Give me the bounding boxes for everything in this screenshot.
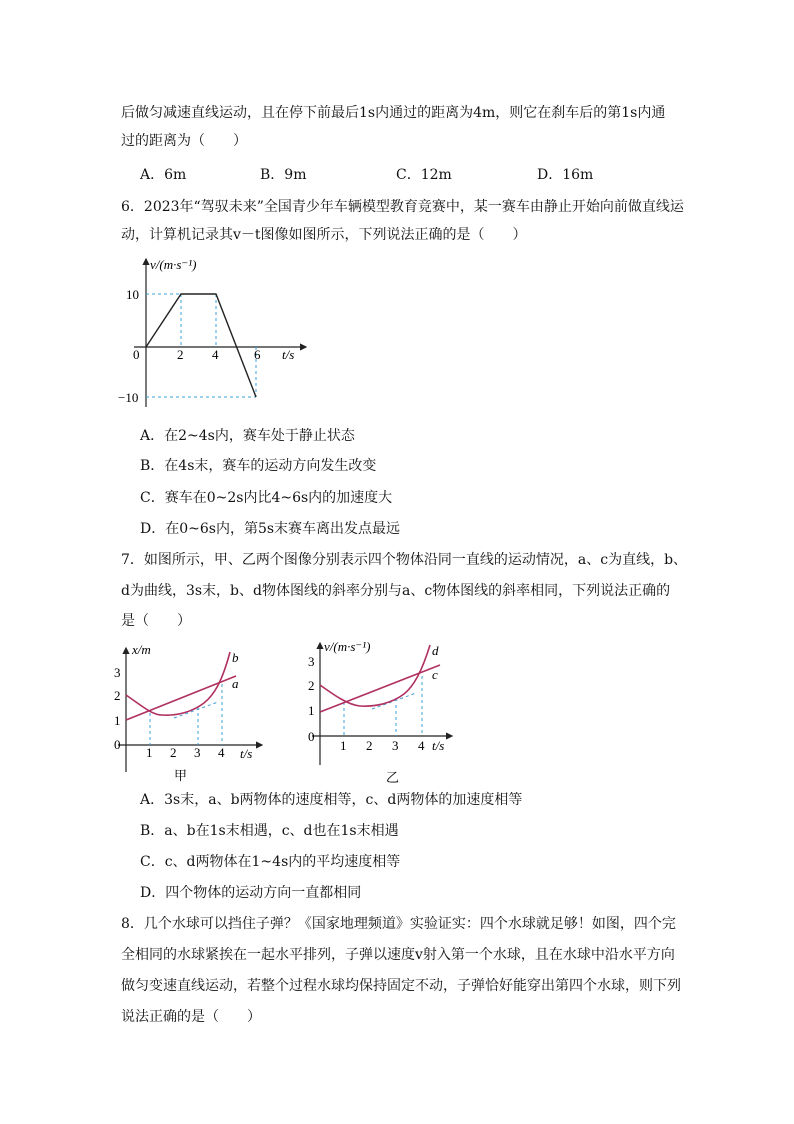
tick-x4: 4 (218, 745, 225, 760)
q6-option-c: C．赛车在0~2s内比4~6s内的加速度大 (140, 490, 393, 506)
tick-x2: 2 (170, 745, 177, 760)
tick-label-x6: 6 (254, 347, 261, 362)
curve-b-label: b (232, 650, 239, 665)
q6-vt-chart (120, 255, 320, 415)
x-axis-label: t/s (432, 738, 445, 753)
q7-option-a: A．3s末，a、b两物体的速度相等，c、d两物体的加速度相等 (140, 792, 523, 808)
q8-line4: 说法正确的是（ ） (121, 1009, 261, 1025)
q5-option-c: C．12m (396, 167, 452, 183)
tick-x4: 4 (418, 738, 425, 753)
tick-y3: 3 (308, 654, 315, 669)
q7-line1: 7．如图所示，甲、乙两个图像分别表示四个物体沿同一直线的运动情况，a、c为直线，b、 (121, 552, 688, 568)
q6-line2: 动，计算机记录其v－t图像如图所示，下列说法正确的是（ ） (121, 227, 527, 243)
tick-label-yneg10: −10 (118, 390, 139, 405)
q5-option-a: A．6m (140, 167, 187, 183)
tick-origin: 0 (114, 737, 121, 752)
q5-line1: 后做匀减速直线运动，且在停下前最后1s内通过的距离为4m，则它在刹车后的第1s内通 (121, 105, 666, 121)
curve-b (126, 652, 230, 715)
tick-x2: 2 (366, 738, 373, 753)
q7-line2: d为曲线，3s末，b、d物体图线的斜率分别与a、c物体图线的斜率相同，下列说法正确的 (121, 583, 671, 599)
x-axis-label: t/s (282, 347, 295, 362)
tick-label-y10: 10 (126, 287, 139, 302)
q7-chart-yi (302, 635, 462, 785)
q5-option-d: D．16m (537, 167, 594, 183)
q7-option-b: B．a、b在1s末相遇，c、d也在1s末相遇 (140, 823, 399, 839)
curve-d-label: d (432, 643, 439, 658)
q6-option-b: B．在4s末，赛车的运动方向发生改变 (140, 458, 377, 474)
caption-yi: 乙 (386, 770, 400, 785)
tick-x1: 1 (146, 745, 153, 760)
q7-option-c: C．c、d两物体在1~4s内的平均速度相等 (140, 854, 401, 870)
line-c-label: c (432, 667, 438, 682)
tick-origin: 0 (308, 729, 315, 744)
q7-line3: 是（ ） (121, 613, 191, 629)
y-axis-label: x/m (132, 642, 151, 657)
vt-line (146, 294, 256, 397)
q5-option-b: B．9m (260, 167, 307, 183)
q6-option-d: D．在0~6s内，第5s末赛车离出发点最远 (140, 521, 401, 537)
line-a-label: a (232, 676, 239, 691)
tick-x3: 3 (194, 745, 201, 760)
q6-line1: 6．2023年“驾驭未来”全国青少年车辆模型教育竞赛中，某一赛车由静止开始向前做直线运 (121, 199, 684, 215)
q8-line2: 全相同的水球紧挨在一起水平排列，子弹以速度v射入第一个水球，且在水球中沿水平方向 (121, 947, 675, 963)
tick-label-x4: 4 (212, 347, 219, 362)
y-axis-label: v/(m·s⁻¹) (324, 639, 371, 654)
tick-label-x2: 2 (177, 347, 184, 362)
tick-y1: 1 (308, 703, 315, 718)
tick-y2: 2 (114, 688, 121, 703)
tick-x3: 3 (392, 738, 399, 753)
tick-y1: 1 (114, 713, 121, 728)
q5-line2: 过的距离为（ ） (121, 133, 247, 149)
caption-jia: 甲 (174, 768, 188, 783)
q7-chart-jia (112, 640, 282, 785)
x-axis-label: t/s (240, 746, 253, 761)
q8-line3: 做匀变速直线运动，若整个过程水球均保持固定不动，子弹恰好能穿出第四个水球，则下列 (121, 978, 681, 994)
tick-label-origin: 0 (133, 347, 140, 362)
q6-option-a: A．在2~4s内，赛车处于静止状态 (140, 428, 355, 444)
tick-y2: 2 (308, 678, 315, 693)
q8-line1: 8．几个水球可以挡住子弹？《国家地理频道》实验证实：四个水球就足够！如图，四个完 (121, 916, 676, 932)
tick-x1: 1 (340, 738, 347, 753)
y-axis-label: v/(m·s⁻¹) (150, 257, 197, 272)
tick-y3: 3 (114, 665, 121, 680)
q7-option-d: D．四个物体的运动方向一直都相同 (140, 885, 362, 901)
